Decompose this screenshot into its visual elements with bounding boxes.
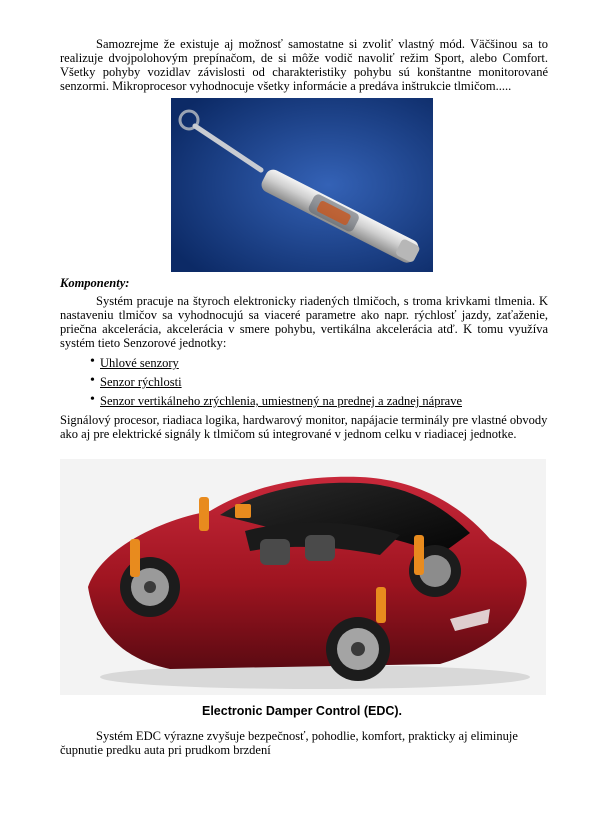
signal-paragraph: Signálový procesor, riadiaca logika, hardwarový monitor, napájacie terminály pre vlastné obvody ako aj pre elektrické signály k tlmičom sú integrované v jednom celku v riadiacej jednotke. [60,413,548,441]
shock-absorber-image [171,98,433,272]
damper-front-right [376,587,386,623]
list-item [90,356,462,375]
damper-front-left [130,539,140,577]
list-item [90,375,462,394]
control-unit [235,504,251,518]
list-item [90,394,462,413]
closing-paragraph: Systém EDC výrazne zvyšuje bezpečnosť, pohodlie, komfort, prakticky aj eliminuje čupnutie predku auta pri prudkom brzdení [60,729,518,757]
sensor-item-angle: Uhlové senzory [100,356,179,370]
edc-car-illustration [60,459,546,695]
damper-rear [414,535,424,575]
sensor-item-vertical-acceleration: Senzor vertikálneho zrýchlenia, umiestnený na prednej a zadnej náprave [100,394,462,408]
components-paragraph: Systém pracuje na štyroch elektronicky riadených tlmičoch, s troma krivkami tlmenia. K nastaveniu tlmičov sa vyhodnocujú sa viaceré parametre ako napr. rýchlosť jazdy, zaťaženie, priečna akcelerácia, akcelerácia v smere pohybu, vertikálna akcelerácia atď. K tomu využíva systém tieto Senzorové jednotky: [60,294,548,350]
components-heading: Komponenty: [60,276,130,290]
intro-paragraph: Samozrejme že existuje aj možnosť samostatne si zvoliť vlastný mód. Väčšinou sa to realizuje dvojpolohovým prepínačom, de si môže vodič navoliť režim Sport, alebo Comfort. Všetky pohyby vozidlav závislosti od charakteristiky pohybu sú konštantne monitorované senzormi. Mikroprocesor vyhodnocuje všetky informácie a predáva inštrukcie tlmičom..... [60,37,548,93]
figure-caption: Electronic Damper Control (EDC). [201,704,403,718]
sensor-item-speed: Senzor rýchlosti [100,375,182,389]
damper-front-center [199,497,209,531]
front-left-wheel [120,557,180,617]
front-right-wheel [326,617,390,681]
sensor-list [90,356,462,413]
